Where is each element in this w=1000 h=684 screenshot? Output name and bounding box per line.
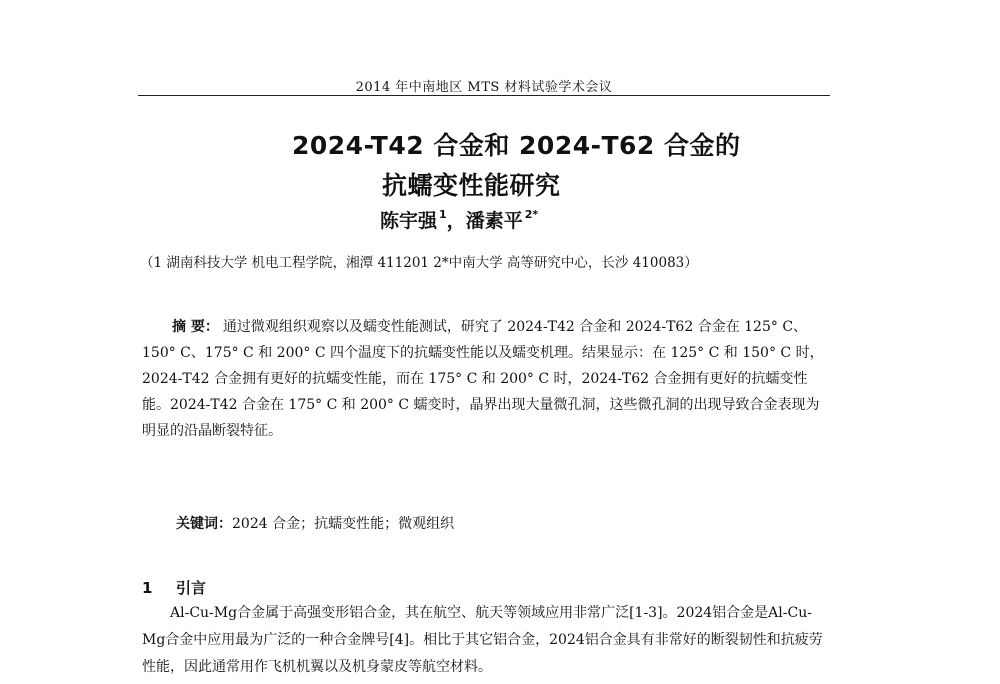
author-list [380,206,538,233]
abstract-label: 摘 要： [172,319,219,335]
abstract [142,314,832,444]
keywords [176,513,454,533]
section-body-paragraph: Al-Cu-Mg合金属于高强变形铝合金，其在航空、航天等领域应用非常广泛[1-3]。2024铝合金是Al-Cu-Mg合金中应用最为广泛的一种合金牌号[4]。相比于其它铝合金，2024铝合金具有非常好的断裂韧性和抗疲劳性能，因此通常用作飞机机翼以及机身蒙皮等航空材料。 [142,605,823,675]
author-name: 潘素平 [465,210,523,232]
header-rule [138,95,830,96]
running-header: 2014 年中南地区 MTS 材料试验学术会议 [355,80,613,95]
abstract-text: 通过微观组织观察以及蠕变性能测试，研究了 2024-T42 合金和 2024-T62 合金在 125° C、150° C、175° C 和 200° C 四个温度下的抗蠕变性能以及蠕变机理。结果显示：在 125° C 和 150° C 时，2024-T42 合金拥有更好的抗蠕变性能，而在 175° C 和 200° C 时，2024-T62 合金拥有更好的抗蠕变性能。2024-T42 合金在 175° C 和 200° C 蠕变时，晶界出现大量微孔洞，这些微孔洞的出现导致合金表现为明显的沿晶断裂特征。 [142,319,824,439]
section-number: 1 [142,579,153,597]
author-separator: ， [446,210,466,232]
keywords-label: 关键词： [176,516,232,532]
paper-title [270,126,770,206]
author-name: 陈宇强 [380,210,438,232]
author-affiliation-mark: 1 [439,208,447,221]
section-title: 引言 [176,579,207,597]
keywords-text: 2024 合金；抗蠕变性能；微观组织 [232,516,455,532]
title-line-1: 2024-T42 合金和 2024-T62 合金的 [292,131,741,160]
affiliation: （1 湖南科技大学 机电工程学院，湘潭 411201 2*中南大学 高等研究中心，长沙 410083） [140,255,698,271]
author-affiliation-mark: 2* [524,208,539,221]
title-line-2: 抗蠕变性能研究 [382,171,561,200]
section-heading [142,577,206,598]
